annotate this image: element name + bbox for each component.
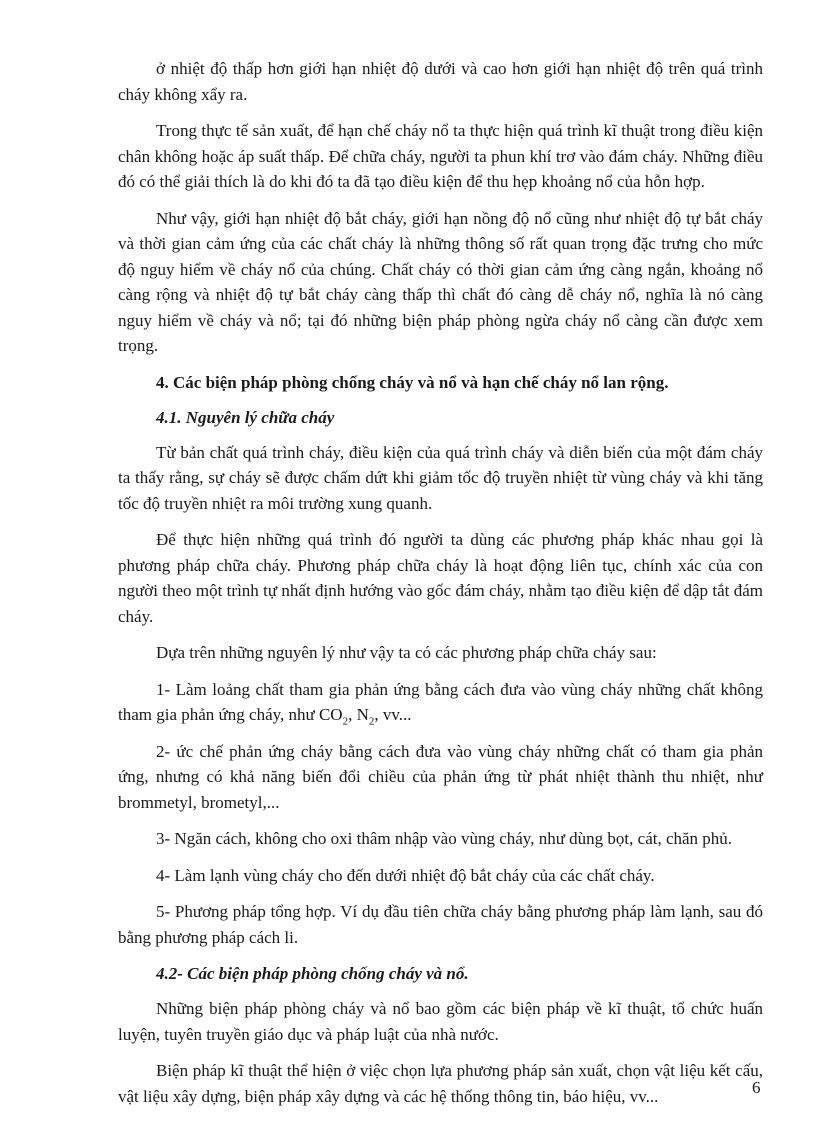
subscript: 2 (342, 715, 349, 728)
method-item-1-text: , vv... (374, 705, 412, 724)
method-item-1-text: , N (348, 705, 369, 724)
method-item-1 (118, 677, 763, 728)
method-item-1-text: 1- Làm loảng chất tham gia phản ứng bằng cách đưa vào vùng cháy những chất không tham gia phản ứng cháy, như CO (118, 679, 763, 724)
subsection-heading-4-1: 4.1. Nguyên lý chữa cháy (156, 407, 335, 427)
method-item-4: 4- Làm lạnh vùng cháy cho đến dưới nhiệt độ bắt cháy của các chất cháy. (156, 865, 655, 885)
paragraph: Từ bản chất quá trình cháy, điều kiện của quá trình cháy và diễn biến của một đám cháy ta thấy rằng, sự cháy sẽ được chấm dứt khi giảm tốc độ truyền nhiệt từ vùng cháy và khi tăng tốc độ truyền nhiệt ra môi trường xung quanh. (118, 442, 763, 513)
method-item-2: 2- ức chế phản ứng cháy bằng cách đưa vào vùng cháy những chất có tham gia phản ứng, nhưng có khả năng biến đổi chiều của phản ứng từ phát nhiệt thành thu nhiệt, như brommetyl, brometyl,... (118, 741, 763, 812)
subsection-heading-4-2: 4.2- Các biện pháp phòng chống cháy và nổ. (156, 964, 469, 983)
paragraph: Để thực hiện những quá trình đó người ta dùng các phương pháp khác nhau gọi là phương pháp chữa cháy. Phương pháp chữa cháy là hoạt động liên tục, chính xác của con người theo một trình tự nhất định hướng vào gốc đám cháy, nhằm tạo điều kiện để dập tắt đám cháy. (118, 530, 763, 626)
method-item-3: 3- Ngăn cách, không cho oxi thâm nhập vào vùng cháy, như dùng bọt, cát, chăn phủ. (156, 829, 733, 848)
paragraph: Trong thực tế sản xuất, để hạn chế cháy nổ ta thực hiện quá trình kĩ thuật trong điều kiện chân không hoặc áp suất thấp. Để chữa cháy, người ta phun khí trơ vào đám cháy. Những điều đó có thể giải thích là do khi đó ta đã tạo điều kiện để thu hẹp khoảng nổ của hỗn hợp. (118, 121, 763, 191)
section-heading-4: 4. Các biện pháp phòng chống cháy và nổ và hạn chế cháy nổ lan rộng. (156, 372, 669, 392)
paragraph: Những biện pháp phòng cháy và nổ bao gồm các biện pháp về kĩ thuật, tổ chức huấn luyện, tuyên truyền giáo dục và pháp luật của nhà nước. (118, 999, 763, 1044)
page-number: 6 (752, 1078, 761, 1097)
paragraph-continuation: ở nhiệt độ thấp hơn giới hạn nhiệt độ dưới và cao hơn giới hạn nhiệt độ trên quá trình cháy không xẩy ra. (118, 59, 763, 104)
method-item-5: 5- Phương pháp tổng hợp. Ví dụ đầu tiên chữa cháy bằng phương pháp làm lạnh, sau đó bằng phương pháp cách li. (118, 902, 763, 947)
page-body (118, 56, 763, 1120)
paragraph: Dựa trên những nguyên lý như vậy ta có các phương pháp chữa cháy sau: (156, 643, 657, 662)
paragraph: Như vậy, giới hạn nhiệt độ bắt cháy, giới hạn nồng độ nổ cũng như nhiệt độ tự bắt cháy và thời gian cảm ứng của các chất cháy là những thông số rất quan trọng đặc trưng cho mức độ nguy hiểm về cháy nổ của chúng. Chất cháy có thời gian cảm ứng càng ngắn, khoảng nổ càng rộng và nhiệt độ tự bắt cháy càng thấp thì chất đó càng dễ cháy nổ, nghĩa là nó càng nguy hiểm về cháy và nổ; tại đó những biện pháp phòng ngừa cháy nổ càng cần được xem trọng. (118, 208, 763, 355)
subscript: 2 (368, 715, 375, 728)
paragraph: Biện pháp kĩ thuật thể hiện ở việc chọn lựa phương pháp sản xuất, chọn vật liệu kết cấu, vật liệu xây dựng, biện pháp xây dựng và các hệ thống thông tin, báo hiệu, vv... (118, 1061, 763, 1106)
